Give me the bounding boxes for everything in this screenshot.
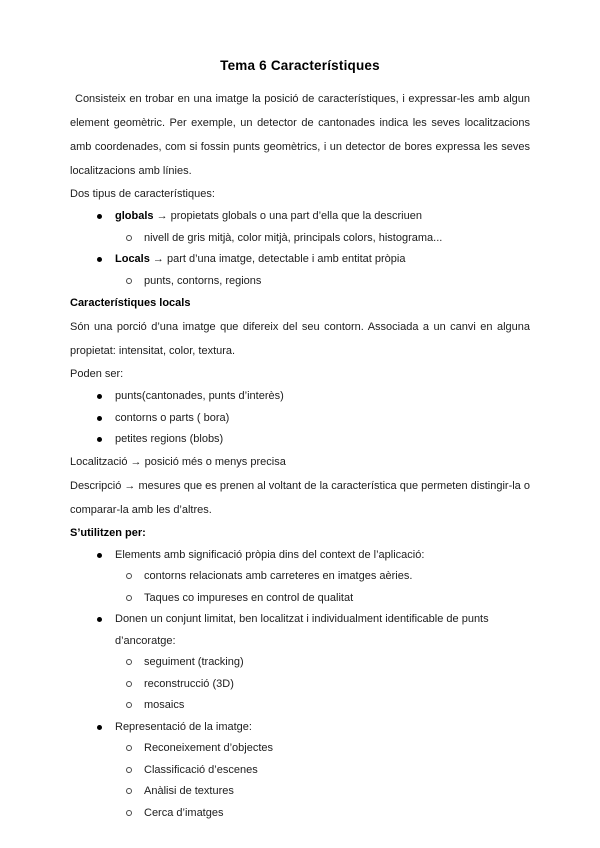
bullet-text: seguiment (tracking) <box>144 656 244 668</box>
bullet-marker-icon <box>97 725 102 730</box>
bullet-marker-icon <box>97 553 102 558</box>
bullet-text: Reconeixement d’objectes <box>144 742 274 754</box>
bullet-text: Donen un conjunt limitat, ben localitzat i individualment identificable de punts d’ancoratge: <box>115 613 489 647</box>
sub-bullet-marker-icon <box>126 595 132 601</box>
sub-bullet-item <box>70 652 530 674</box>
sub-bullet-marker-icon <box>126 767 132 773</box>
sub-bullet-marker-icon <box>126 659 132 665</box>
sub-bullet-item <box>70 781 530 803</box>
document-body <box>70 87 530 824</box>
bullet-text: Representació de la imatge: <box>115 720 252 733</box>
sub-bullet-marker-icon <box>126 702 132 708</box>
doc-line: Localització → posició més o menys precisa <box>70 455 286 468</box>
bullet-text: Anàlisi de textures <box>144 785 234 797</box>
sub-bullet-item <box>70 803 530 825</box>
bullet-marker-icon <box>97 394 102 399</box>
sub-bullet-item <box>70 695 530 717</box>
doc-paragraph: Descripció → mesures que es prenen al voltant de la característica que permeten distingir-la o comparar-la amb les d’altres. <box>70 479 530 516</box>
bullet-item <box>70 545 530 567</box>
page-title: Tema 6 Característiques <box>220 58 380 73</box>
doc-heading: Característiques locals <box>70 297 191 309</box>
bullet-item <box>70 717 530 739</box>
bullet-text: Classificació d’escenes <box>144 763 258 776</box>
bullet-text: Cerca d’imatges <box>144 806 224 819</box>
sub-bullet-item <box>70 228 530 250</box>
sub-bullet-item <box>70 738 530 760</box>
sub-bullet-item <box>70 588 530 610</box>
sub-bullet-marker-icon <box>126 810 132 816</box>
bullet-item <box>70 408 530 430</box>
sub-bullet-item <box>70 271 530 293</box>
sub-bullet-marker-icon <box>126 278 132 284</box>
bullet-text: nivell de gris mitjà, color mitjà, principals colors, histograma... <box>144 231 443 244</box>
bullet-marker-icon <box>97 214 102 219</box>
bullet-marker-icon <box>97 437 102 442</box>
bullet-item <box>70 386 530 408</box>
bullet-text: contorns o parts ( bora) <box>115 411 230 424</box>
bullet-item <box>70 609 530 652</box>
bullet-text: Elements amb significació pròpia dins del context de l’aplicació: <box>115 548 425 561</box>
bullet-text: punts(cantonades, punts d’interès) <box>115 390 284 402</box>
bullet-marker-icon <box>97 416 102 421</box>
bullet-marker-icon <box>97 617 102 622</box>
bullet-item <box>70 249 530 271</box>
sub-bullet-item <box>70 674 530 696</box>
doc-line: Dos tipus de característiques: <box>70 188 215 200</box>
bullet-text: punts, contorns, regions <box>144 274 262 287</box>
sub-bullet-item <box>70 566 530 588</box>
sub-bullet-marker-icon <box>126 788 132 794</box>
sub-bullet-item <box>70 760 530 782</box>
bullet-marker-icon <box>97 257 102 262</box>
bullet-text: Taques co impureses en control de qualitat <box>144 591 354 604</box>
doc-heading: S’utilitzen per: <box>70 526 146 539</box>
bullet-item <box>70 429 530 451</box>
bullet-text: mosaics <box>144 699 185 711</box>
bullet-text: petites regions (blobs) <box>115 433 224 445</box>
sub-bullet-marker-icon <box>126 745 132 751</box>
sub-bullet-marker-icon <box>126 573 132 579</box>
sub-bullet-marker-icon <box>126 235 132 241</box>
doc-paragraph: Consisteix en trobar en una imatge la posició de característiques, i expressar-les amb algun element geomètric. Per exemple, un detector de cantonades indica les seves localitzacions amb coordenades, com si fossin punts geomètrics, i un detector de bores expressa les seves localitzacions amb línies. <box>70 93 530 177</box>
bullet-text: reconstrucció (3D) <box>144 677 234 690</box>
bullet-item <box>70 206 530 228</box>
sub-bullet-marker-icon <box>126 681 132 687</box>
bullet-text: Locals → part d’una imatge, detectable i amb entitat pròpia <box>115 253 406 265</box>
doc-line: Poden ser: <box>70 368 124 380</box>
bullet-text: contorns relacionats amb carreteres en imatges aèries. <box>144 570 413 582</box>
doc-paragraph: Són una porció d’una imatge que difereix del seu contorn. Associada a un canvi en alguna propietat: intensitat, color, textura. <box>70 321 530 357</box>
bullet-text: globals → propietats globals o una part d’ella que la descriuen <box>115 210 422 222</box>
